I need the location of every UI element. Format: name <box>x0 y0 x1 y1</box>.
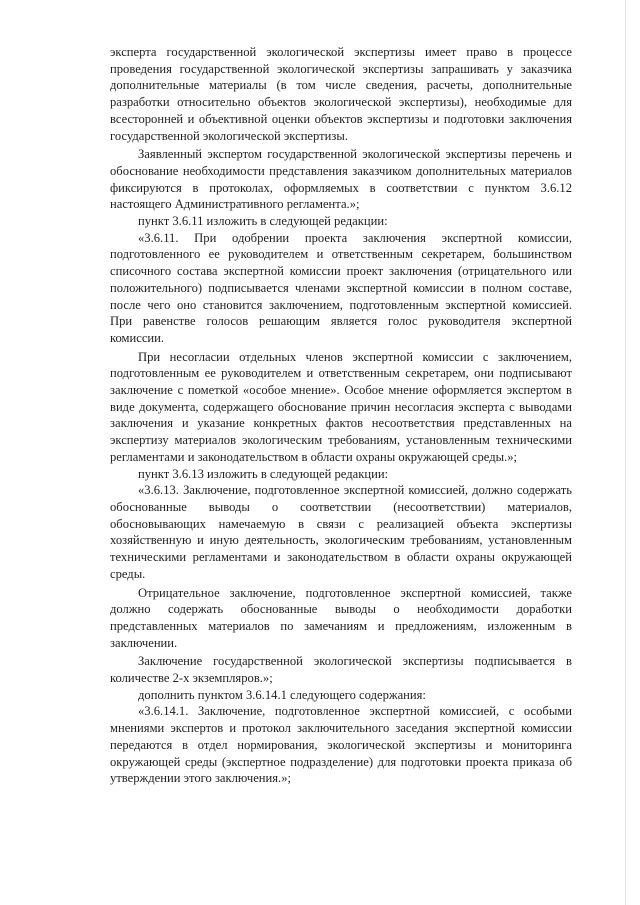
paragraph-negative-conclusion: Отрицательное заключение, подготовленное экспертной комиссией, также должно содержать обоснованные выводы о необходимости доработки представленных материалов по замечаниям и предложениям, изложенным в заключении. <box>110 585 572 650</box>
scan-edge <box>625 0 626 905</box>
paragraph-item-3-6-11: «3.6.11. При одобрении проекта заключения экспертной комиссии, подготовленного ее руководителем и ответственным секретарем, большинством списочного состава экспертной комиссии проект заключения (отрицательного или положительного) подписывается членами экспертной комиссии в полном составе, после чего оно становится заключением, подготовленным экспертной комиссией. При равенстве голосов решающим является голос руководителя экспертной комиссии. <box>110 230 572 345</box>
paragraph-item-3-6-14-1-intro: дополнить пунктом 3.6.14.1 следующего содержания: <box>138 687 426 702</box>
paragraph-item-3-6-13-intro: пункт 3.6.13 изложить в следующей редакции: <box>138 466 389 481</box>
paragraph-expert-list: Заявленный экспертом государственной экологической экспертизы перечень и обоснование необходимости представления заказчиком дополнительных материалов фиксируются в протоколах, оформляемых в соответствии с пунктом 3.6.12 настоящего Административного регламента.»; <box>110 147 572 212</box>
paragraph-continuation: эксперта государственной экологической экспертизы имеет право в процессе проведения государственной экологической экспертизы запрашивать у заказчика дополнительные материалы (в том числе сведения, расчеты, дополнительные разработки относительно объектов экологической экспертизы), необходимые для всесторонней и объективной оценки объектов экспертизы и подготовки заключения государственной экологической экспертизы. <box>110 45 572 143</box>
paragraph-dissent: При несогласии отдельных членов экспертной комиссии с заключением, подготовленным ее руководителем и ответственным секретарем, они подписывают заключение с пометкой «особое мнение». Особое мнение оформляется экспертом в виде документа, содержащего обоснование причин несогласия эксперта с выводами заключения и указание конкретных фактов несоответствия представленных на экспертизу материалов экологическим требованиям, установленным техническими регламентами и законодательством в области охраны окружающей среды.»; <box>110 349 572 464</box>
paragraph-item-3-6-11-intro: пункт 3.6.11 изложить в следующей редакции: <box>138 214 388 229</box>
paragraph-copies: Заключение государственной экологической экспертизы подписывается в количестве 2-х экземпляров.»; <box>110 654 572 686</box>
document-body <box>110 44 572 787</box>
paragraph-item-3-6-14-1: «3.6.14.1. Заключение, подготовленное экспертной комиссией, с особыми мнениями экспертов и протокол заключительного заседания экспертной комиссии передаются в отдел нормирования, экологической экспертизы и мониторинга окружающей среды (экспертное подразделение) для подготовки проекта приказа об утверждении этого заключения.»; <box>110 704 572 786</box>
paragraph-item-3-6-13: «3.6.13. Заключение, подготовленное экспертной комиссией, должно содержать обоснованные выводы о соответствии (несоответствии) материалов, обосновывающих намечаемую в связи с реализацией объекта экспертизы хозяйственную и иную деятельность, экологическим требованиям, установленным техническими регламентами и законодательством в области охраны окружающей среды. <box>110 483 572 581</box>
